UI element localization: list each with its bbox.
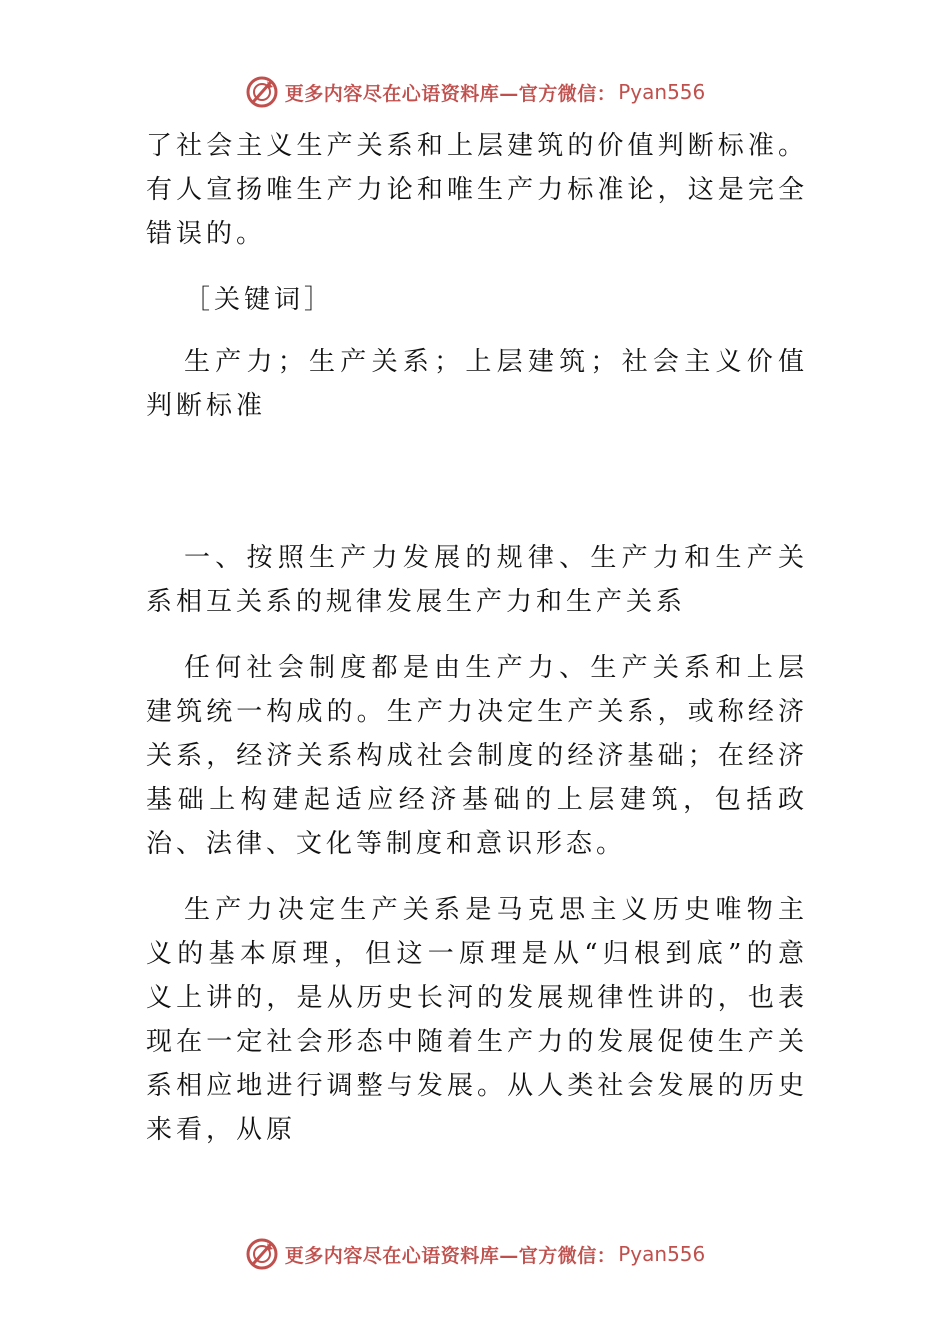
banner-text: 更多内容尽在心语资料库—官方微信： [284, 82, 617, 105]
document-body [146, 124, 808, 1152]
paragraph-body-1: 任何社会制度都是由生产力、生产关系和上层建筑统一构成的。生产力决定生产关系，或称经济关系，经济关系构成社会制度的经济基础；在经济基础上构建起适应经济基础的上层建筑，包括政治、法律、文化等制度和意识形态。 [146, 653, 808, 859]
footer-banner [0, 1232, 950, 1276]
keywords-heading: ［关键词］ [184, 285, 335, 315]
paragraph-body-2: 生产力决定生产关系是马克思主义历史唯物主义的基本原理，但这一原理是从“归根到底”的意义上讲的，是从历史长河的发展规律性讲的，也表现在一定社会形态中随着生产力的发展促使生产关系相应地进行调整与发展。从人类社会发展的历史来看，从原 [146, 895, 808, 1145]
banner-account: Pyan556 [618, 1242, 706, 1266]
banner-account: Pyan556 [618, 80, 706, 104]
header-banner [0, 70, 950, 114]
seal-logo-icon [245, 75, 279, 109]
paragraph-continuation: 了社会主义生产关系和上层建筑的价值判断标准。有人宣扬唯生产力论和唯生产力标准论，这是完全错误的。 [146, 131, 808, 249]
section-heading: 一、按照生产力发展的规律、生产力和生产关系相互关系的规律发展生产力和生产关系 [146, 543, 808, 617]
seal-logo-icon [245, 1237, 279, 1271]
banner-text: 更多内容尽在心语资料库—官方微信： [284, 1244, 617, 1267]
keywords-list: 生产力；生产关系；上层建筑；社会主义价值判断标准 [146, 347, 808, 421]
